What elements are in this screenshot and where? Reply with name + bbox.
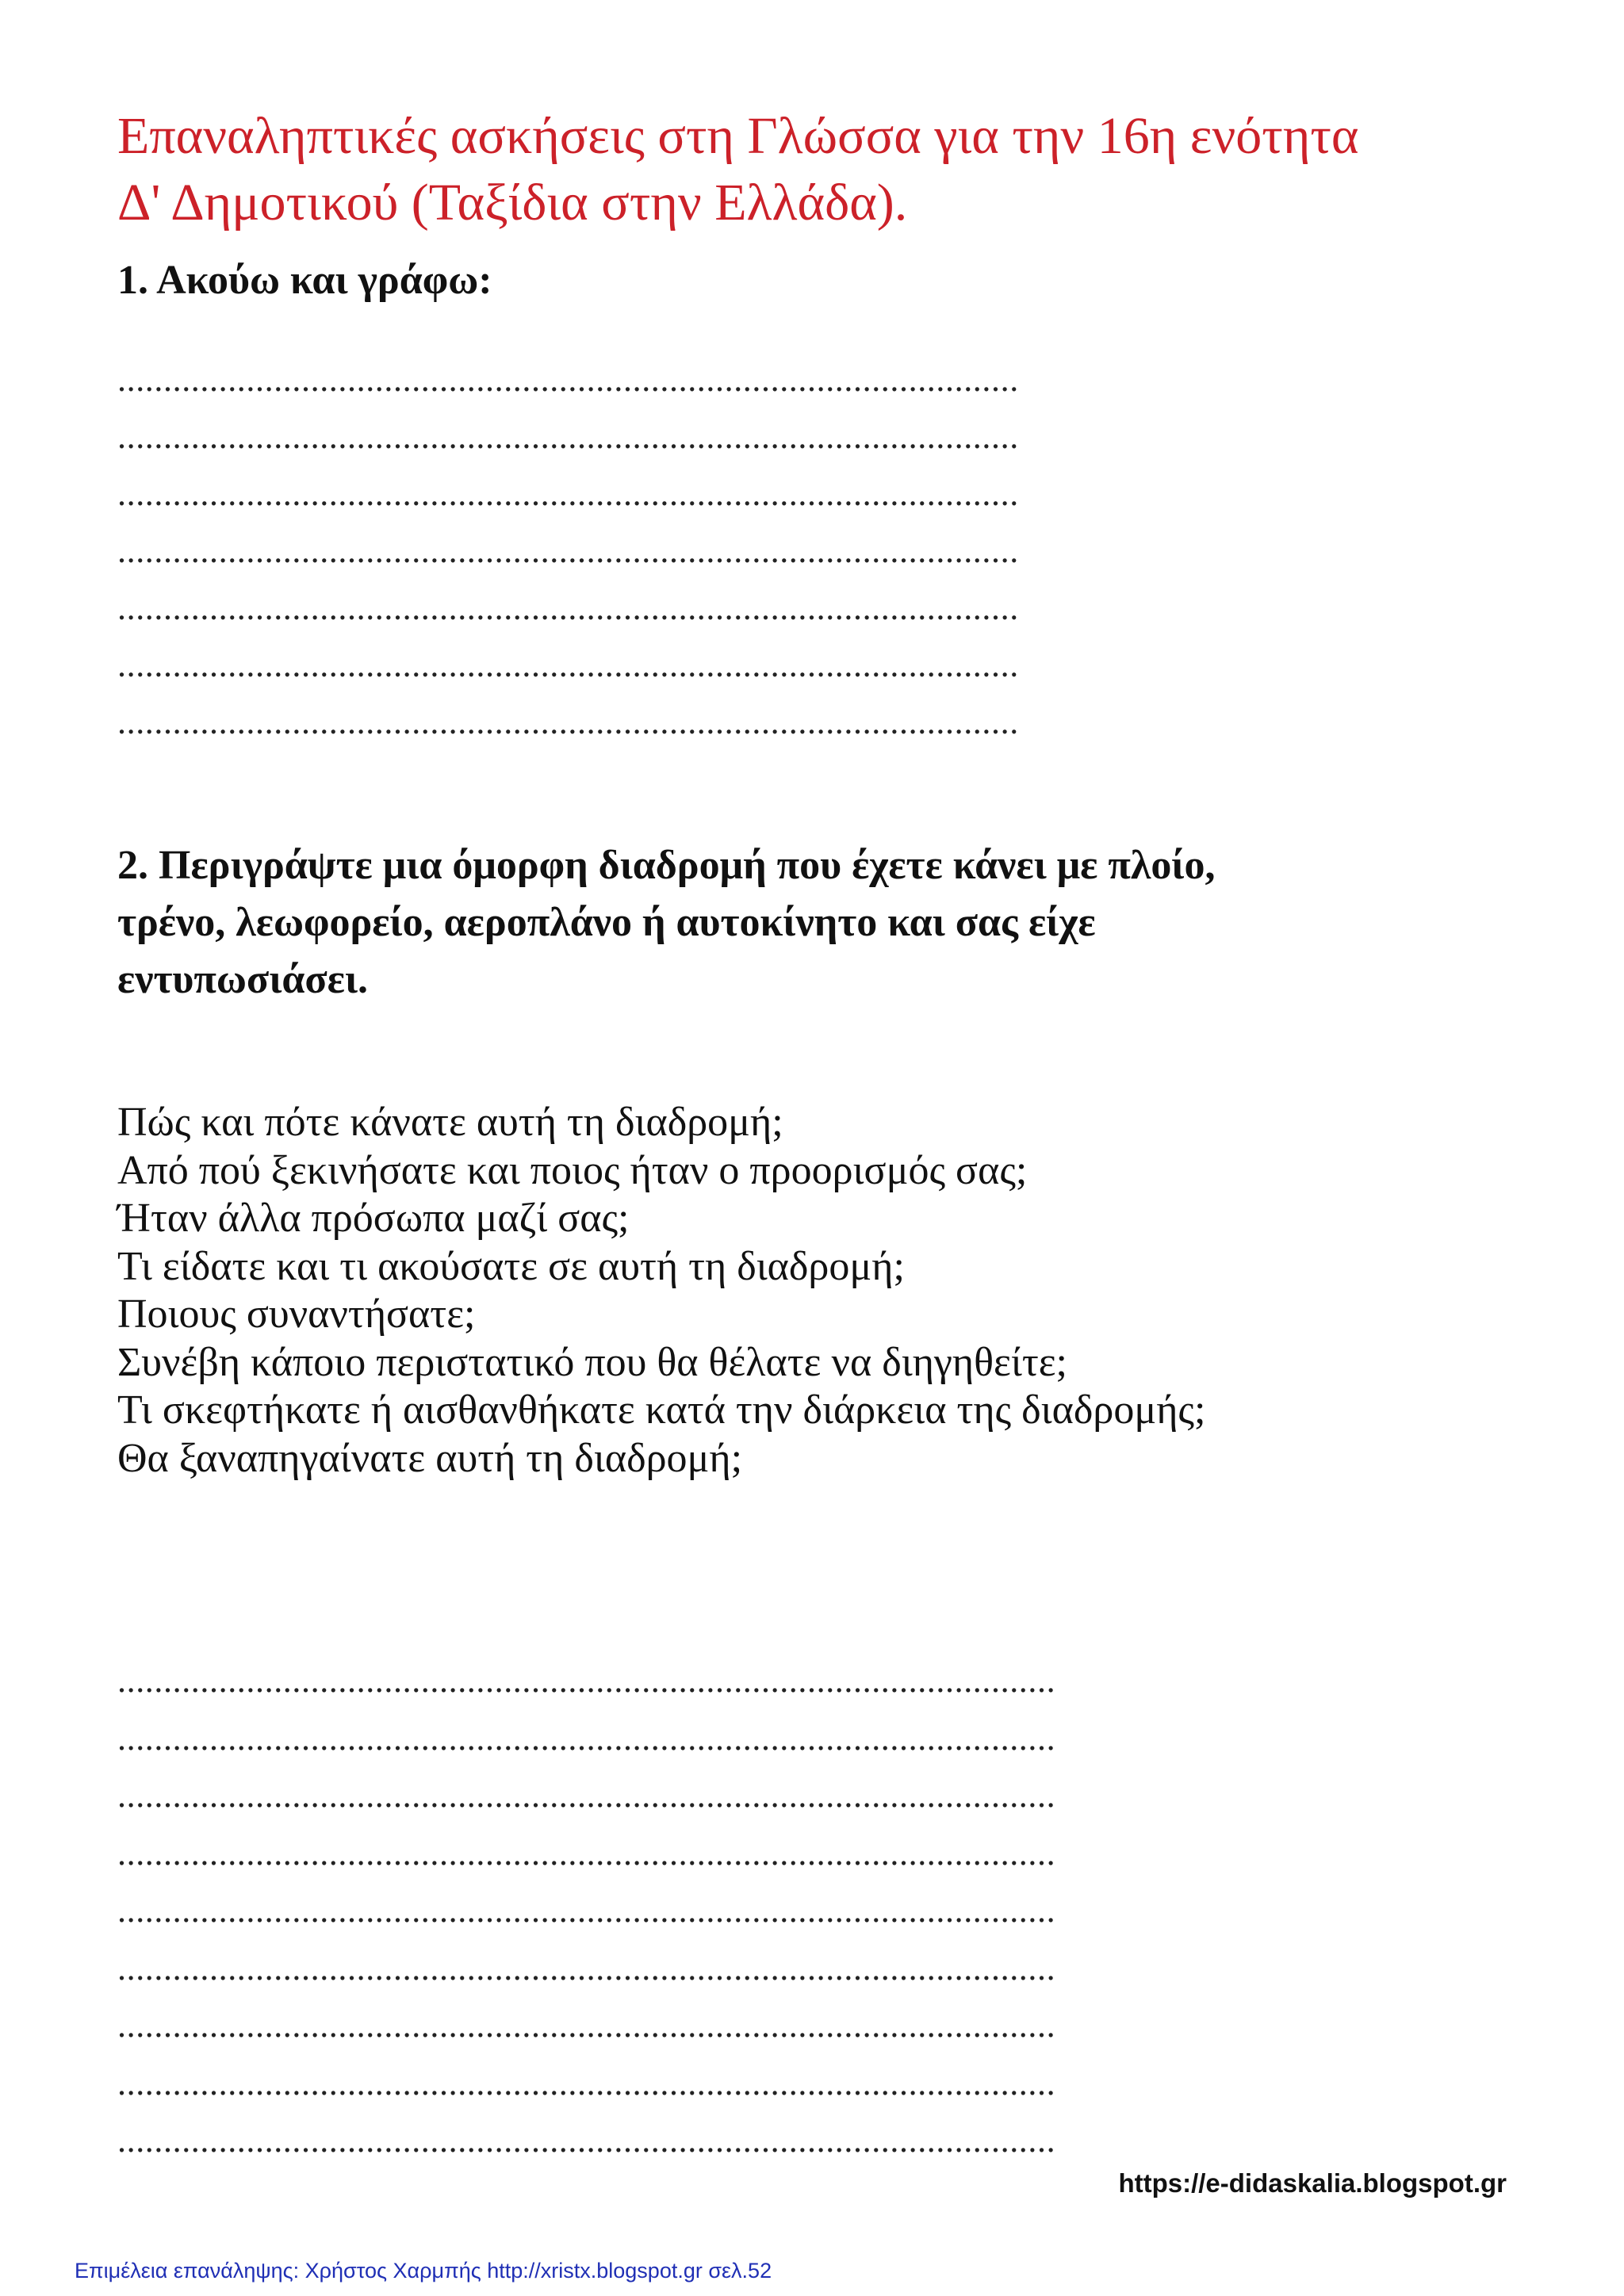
writing-line: ...................................................................................................... [117,2121,1056,2160]
writing-line: ...................................................................................................... [117,1833,1056,1873]
writing-line: .................................................................................................. [117,702,1019,741]
writing-line: ...................................................................................................... [117,1718,1056,1758]
writing-line: .................................................................................................. [117,360,1019,399]
exercise-2-heading-line: εντυπωσιάσει. [117,957,368,1002]
title-line-2: Δ' Δημοτικού (Ταξίδια στην Ελλάδα). [117,174,908,232]
footer-credit: Επιμέλεια επανάληψης: Χρήστος Χαρμπής http://xristx.blogspot.gr σελ.52 [75,2259,772,2283]
question-item: Από πού ξεκινήσατε και ποιος ήταν ο προορισμός σας; [117,1147,1028,1193]
question-item: Συνέβη κάποιο περιστατικό που θα θέλατε να διηγηθείτε; [117,1339,1068,1385]
writing-line: .................................................................................................. [117,474,1019,513]
question-item: Θα ξαναπηγαίνατε αυτή τη διαδρομή; [117,1435,743,1481]
writing-line: .................................................................................................. [117,531,1019,570]
worksheet-title [117,103,1545,236]
guiding-questions [117,1099,1205,1483]
writing-line: .................................................................................................. [117,417,1019,456]
writing-line: ...................................................................................................... [117,2006,1056,2045]
question-item: Τι σκεφτήκατε ή αισθανθήκατε κατά την διάρκεια της διαδρομής; [117,1387,1206,1433]
writing-line: .................................................................................................. [117,588,1019,627]
writing-line: ...................................................................................................... [117,2063,1056,2103]
site-url: https://e-didaskalia.blogspot.gr [1118,2168,1507,2198]
question-item: Ήταν άλλα πρόσωπα μαζί σας; [117,1196,630,1241]
writing-line: .................................................................................................. [117,645,1019,684]
question-item: Ποιους συναντήσατε; [117,1292,476,1337]
writing-line: ...................................................................................................... [117,1891,1056,1930]
exercise-1-writing-lines [117,351,1456,751]
title-line-1: Επαναληπτικές ασκήσεις στη Γλώσσα για την 16η ενότητα [117,107,1359,165]
writing-line: ...................................................................................................... [117,1776,1056,1815]
exercise-2-heading-line: τρένο, λεωφορείο, αεροπλάνο ή αυτοκίνητο και σας είχε [117,900,1096,945]
exercise-2-heading [117,837,1216,1008]
exercise-1-heading: 1. Ακούω και γράφω: [117,258,492,303]
question-item: Τι είδατε και τι ακούσατε σε αυτή τη διαδρομή; [117,1243,905,1289]
exercise-2-writing-lines [117,1652,1505,2170]
writing-line: ...................................................................................................... [117,1948,1056,1988]
question-item: Πώς και πότε κάνατε αυτή τη διαδρομή; [117,1100,783,1145]
exercise-2-heading-line: 2. Περιγράψτε μια όμορφη διαδρομή που έχετε κάνει με πλοίο, [117,843,1216,888]
writing-line: ...................................................................................................... [117,1661,1056,1700]
